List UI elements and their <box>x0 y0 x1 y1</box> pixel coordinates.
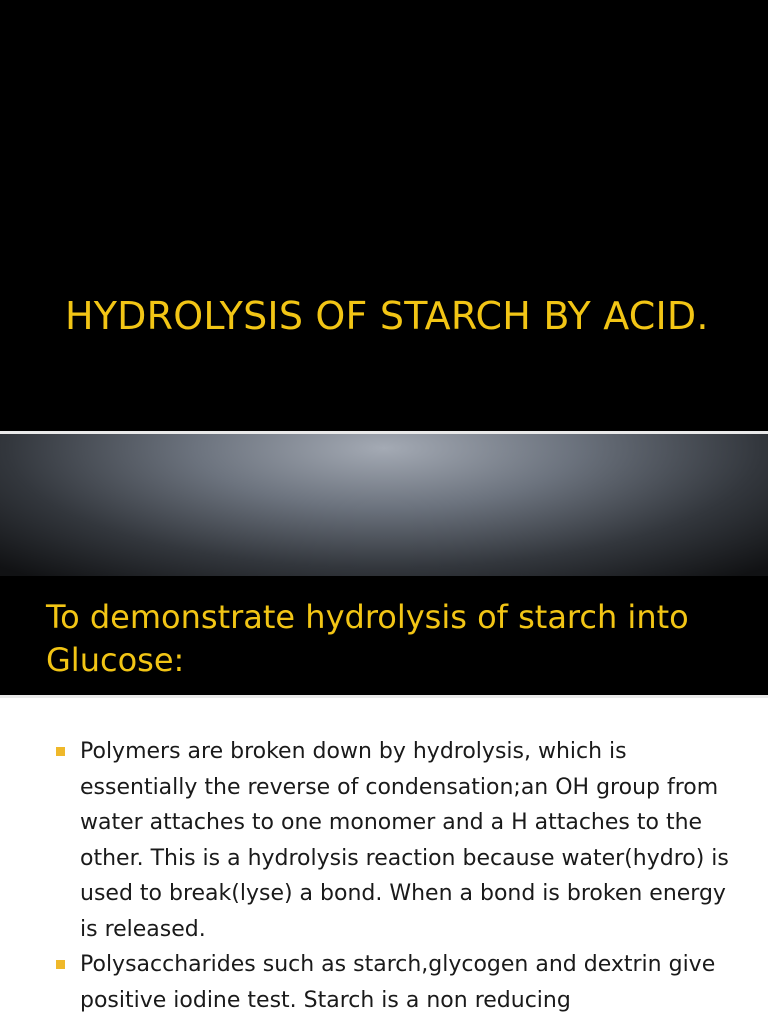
content-slide-heading: To demonstrate hydrolysis of starch into Glucose: <box>46 598 689 679</box>
bullet-text: Polysaccharides such as starch,glycogen and dextrin give positive iodine test. Starch is a non reducing <box>80 952 716 1013</box>
bullet-item <box>54 734 734 947</box>
square-bullet-icon <box>56 960 65 969</box>
bullet-text: Polymers are broken down by hydrolysis, which is essentially the reverse of condensation;an OH group from water attaches to one monomer and a H attaches to the other. This is a hydrolysis reaction because water(hydro) is used to break(lyse) a bond. When a bond is broken energy is released. <box>80 739 729 942</box>
title-slide <box>0 0 768 431</box>
gradient-band <box>0 434 768 576</box>
bullet-list <box>54 734 734 1018</box>
content-slide-body <box>0 698 768 1024</box>
square-bullet-icon <box>56 747 65 756</box>
bullet-item <box>54 947 734 1018</box>
title-slide-heading: HYDROLYSIS OF STARCH BY ACID. <box>65 294 709 338</box>
